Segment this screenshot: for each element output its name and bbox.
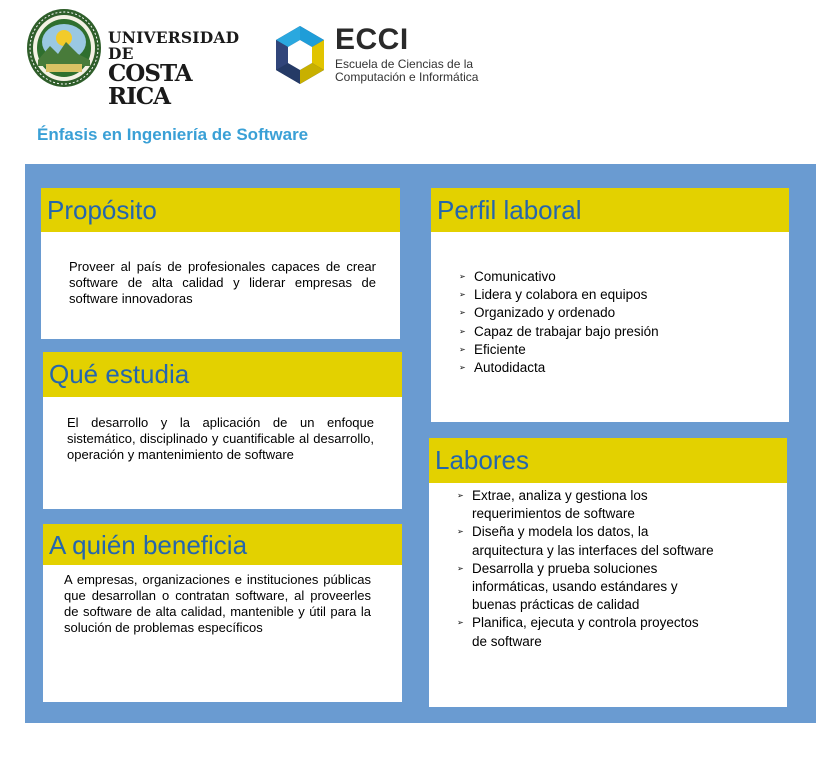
card-title: Labores (435, 445, 529, 475)
labores-list (457, 487, 715, 651)
card-title: Propósito (47, 195, 157, 225)
ecci-title: ECCI (335, 23, 409, 56)
card-title: Qué estudia (49, 359, 190, 389)
list-item: ➢ Eficiente (459, 341, 759, 359)
list-item: ➢ Lidera y colabora en equipos (459, 286, 759, 304)
ecci-subtitle: Escuela de Ciencias de la Computación e Informática (335, 57, 479, 84)
list-item: ➢ Comunicativo (459, 268, 759, 286)
ucr-name-line2: COSTA RICA (108, 60, 192, 110)
list-item: ➢ Capaz de trabajar bajo presión (459, 323, 759, 341)
page-title: Énfasis en Ingeniería de Software (37, 125, 309, 144)
list-item: ➢ Organizado y ordenado (459, 304, 759, 322)
card-title: A quién beneficia (49, 530, 248, 560)
ucr-logo (26, 8, 241, 110)
card-text: Proveer al país de profesionales capaces de crear software de alta calidad y liderar empresas de software innovadoras (69, 259, 376, 306)
card-title: Perfil laboral (437, 195, 582, 225)
card-que-estudia (43, 352, 402, 509)
perfil-list (459, 268, 759, 377)
ucr-seal-icon (26, 8, 102, 88)
list-item: ➢ Desarrolla y prueba soluciones informáticas, usando estándares y buenas prácticas de calidad (457, 560, 715, 615)
card-perfil-laboral (431, 188, 789, 422)
card-proposito (41, 188, 400, 339)
card-labores (429, 438, 787, 707)
card-text: A empresas, organizaciones e instituciones públicas que desarrollan o contratan software, al proveerles de software de alta calidad, mantenible y útil para la solución de problemas específicos (64, 572, 371, 635)
card-text: El desarrollo y la aplicación de un enfoque sistemático, disciplinado y cuantificable al desarrollo, operación y mantenimiento de software (67, 415, 374, 462)
list-item: ➢ Extrae, analiza y gestiona los requerimientos de software (457, 487, 715, 523)
list-item: ➢ Autodidacta (459, 359, 759, 377)
card-a-quien-beneficia (43, 524, 402, 702)
list-item: ➢ Planifica, ejecuta y controla proyectos de software (457, 614, 715, 650)
list-item: ➢ Diseña y modela los datos, la arquitectura y las interfaces del software (457, 523, 715, 559)
ucr-name-line1: UNIVERSIDAD DE (108, 28, 240, 63)
ecci-hexagon-icon (272, 24, 328, 86)
ecci-logo (272, 22, 502, 88)
